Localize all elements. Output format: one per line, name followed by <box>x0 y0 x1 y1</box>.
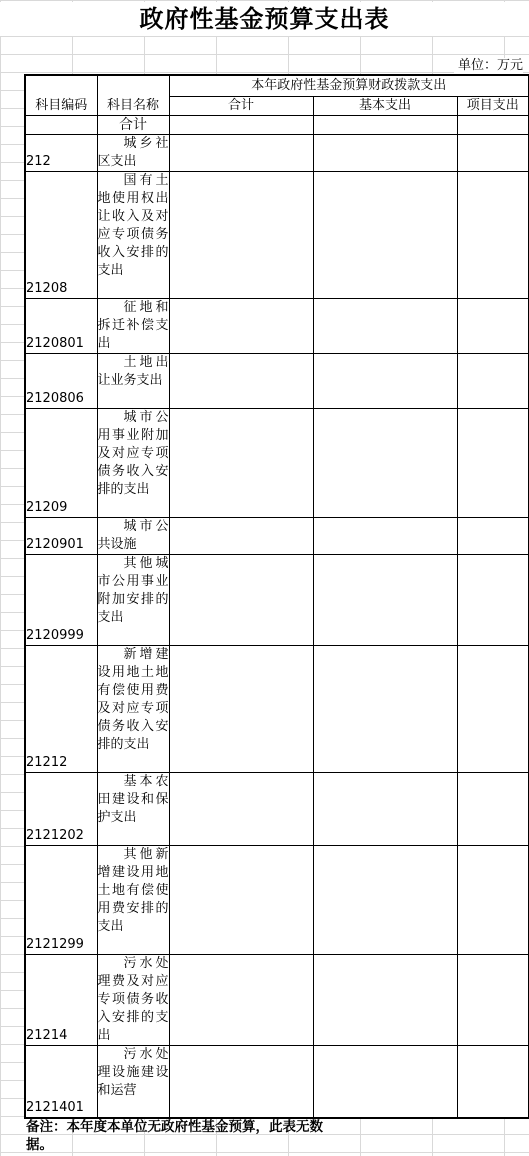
table-row <box>25 646 529 773</box>
row-project <box>457 955 529 1046</box>
row-total <box>169 409 313 518</box>
row-total <box>169 846 313 955</box>
total-project-cell <box>457 116 529 135</box>
row-name <box>97 1046 169 1118</box>
row-project <box>457 172 529 299</box>
row-code: 21209 <box>25 409 97 518</box>
row-name-text: 城乡社区支出 <box>97 136 169 169</box>
row-code: 21208 <box>25 172 97 299</box>
row-project <box>457 773 529 846</box>
row-code: 212 <box>25 135 97 172</box>
row-basic <box>313 299 457 354</box>
row-total <box>169 299 313 354</box>
row-project <box>457 299 529 354</box>
row-basic <box>313 409 457 518</box>
row-basic <box>313 555 457 646</box>
table-row <box>25 773 529 846</box>
row-basic <box>313 1046 457 1118</box>
row-code: 21214 <box>25 955 97 1046</box>
row-name <box>97 172 169 299</box>
header-name: 科目名称 <box>97 75 169 116</box>
table-row <box>25 1046 529 1118</box>
table-row <box>25 135 529 172</box>
row-project <box>457 135 529 172</box>
total-sum-cell <box>169 116 313 135</box>
table-row <box>25 846 529 955</box>
row-total <box>169 646 313 773</box>
row-name-text: 国有土地使用权出让收入及对应专项债务收入安排的支出 <box>97 173 169 278</box>
header-basic: 基本支出 <box>313 97 457 116</box>
row-project <box>457 409 529 518</box>
row-code: 2120901 <box>25 518 97 555</box>
header-total: 合计 <box>169 97 313 116</box>
table-row <box>25 354 529 409</box>
row-project <box>457 646 529 773</box>
header-group: 本年政府性基金预算财政拨款支出 <box>169 75 529 97</box>
row-name-text: 污水处理费及对应专项债务收入安排的支出 <box>97 956 169 1043</box>
row-code: 2120801 <box>25 299 97 354</box>
row-name <box>97 409 169 518</box>
row-total <box>169 955 313 1046</box>
row-project <box>457 846 529 955</box>
table-row <box>25 172 529 299</box>
row-total <box>169 135 313 172</box>
page-title: 政府性基金预算支出表 <box>0 2 529 36</box>
row-name-text: 征地和拆迁补偿支出 <box>97 300 169 351</box>
row-name-text: 其他新增建设用地土地有偿使用费安排的支出 <box>97 847 169 934</box>
row-name-text: 城市公用事业附加及对应专项债务收入安排的支出 <box>97 410 169 497</box>
row-basic <box>313 135 457 172</box>
row-project <box>457 1046 529 1118</box>
row-name-text: 土地出让业务支出 <box>97 355 169 388</box>
header-project: 项目支出 <box>457 97 529 116</box>
row-code: 2120999 <box>25 555 97 646</box>
row-total <box>169 773 313 846</box>
footnote: 备注：本年度本单位无政府性基金预算，此表无数据。 <box>26 1119 323 1153</box>
row-name <box>97 955 169 1046</box>
row-total <box>169 1046 313 1118</box>
row-basic <box>313 646 457 773</box>
table-row <box>25 409 529 518</box>
row-project <box>457 555 529 646</box>
row-name <box>97 555 169 646</box>
row-basic <box>313 773 457 846</box>
row-basic <box>313 955 457 1046</box>
table-row <box>25 955 529 1046</box>
row-name-text: 其他城市公用事业附加安排的支出 <box>97 556 169 625</box>
row-name <box>97 299 169 354</box>
row-code: 2121299 <box>25 846 97 955</box>
row-total <box>169 518 313 555</box>
row-name-text: 污水处理设施建设和运营 <box>97 1047 169 1098</box>
unit-label: 单位：万元 <box>454 58 523 74</box>
row-project <box>457 518 529 555</box>
row-code: 2121401 <box>25 1046 97 1118</box>
row-name-text: 基本农田建设和保护支出 <box>97 774 169 825</box>
row-total <box>169 354 313 409</box>
total-basic-cell <box>313 116 457 135</box>
row-basic <box>313 354 457 409</box>
row-project <box>457 354 529 409</box>
header-code: 科目编码 <box>25 75 97 116</box>
row-basic <box>313 846 457 955</box>
row-name <box>97 773 169 846</box>
row-name <box>97 135 169 172</box>
table-row <box>25 299 529 354</box>
row-code: 2120806 <box>25 354 97 409</box>
row-basic <box>313 518 457 555</box>
row-code: 2121202 <box>25 773 97 846</box>
table-row <box>25 518 529 555</box>
total-row <box>25 116 529 135</box>
total-label: 合计 <box>97 116 169 135</box>
table-row <box>25 555 529 646</box>
row-name <box>97 354 169 409</box>
row-name <box>97 846 169 955</box>
row-name <box>97 646 169 773</box>
row-name <box>97 518 169 555</box>
total-code-cell <box>25 116 97 135</box>
budget-table <box>24 74 529 1119</box>
row-name-text: 城市公共设施 <box>97 519 169 552</box>
row-basic <box>313 172 457 299</box>
row-total <box>169 555 313 646</box>
row-code: 21212 <box>25 646 97 773</box>
row-total <box>169 172 313 299</box>
row-name-text: 新增建设用地土地有偿使用费及对应专项债务收入安排的支出 <box>97 647 169 752</box>
